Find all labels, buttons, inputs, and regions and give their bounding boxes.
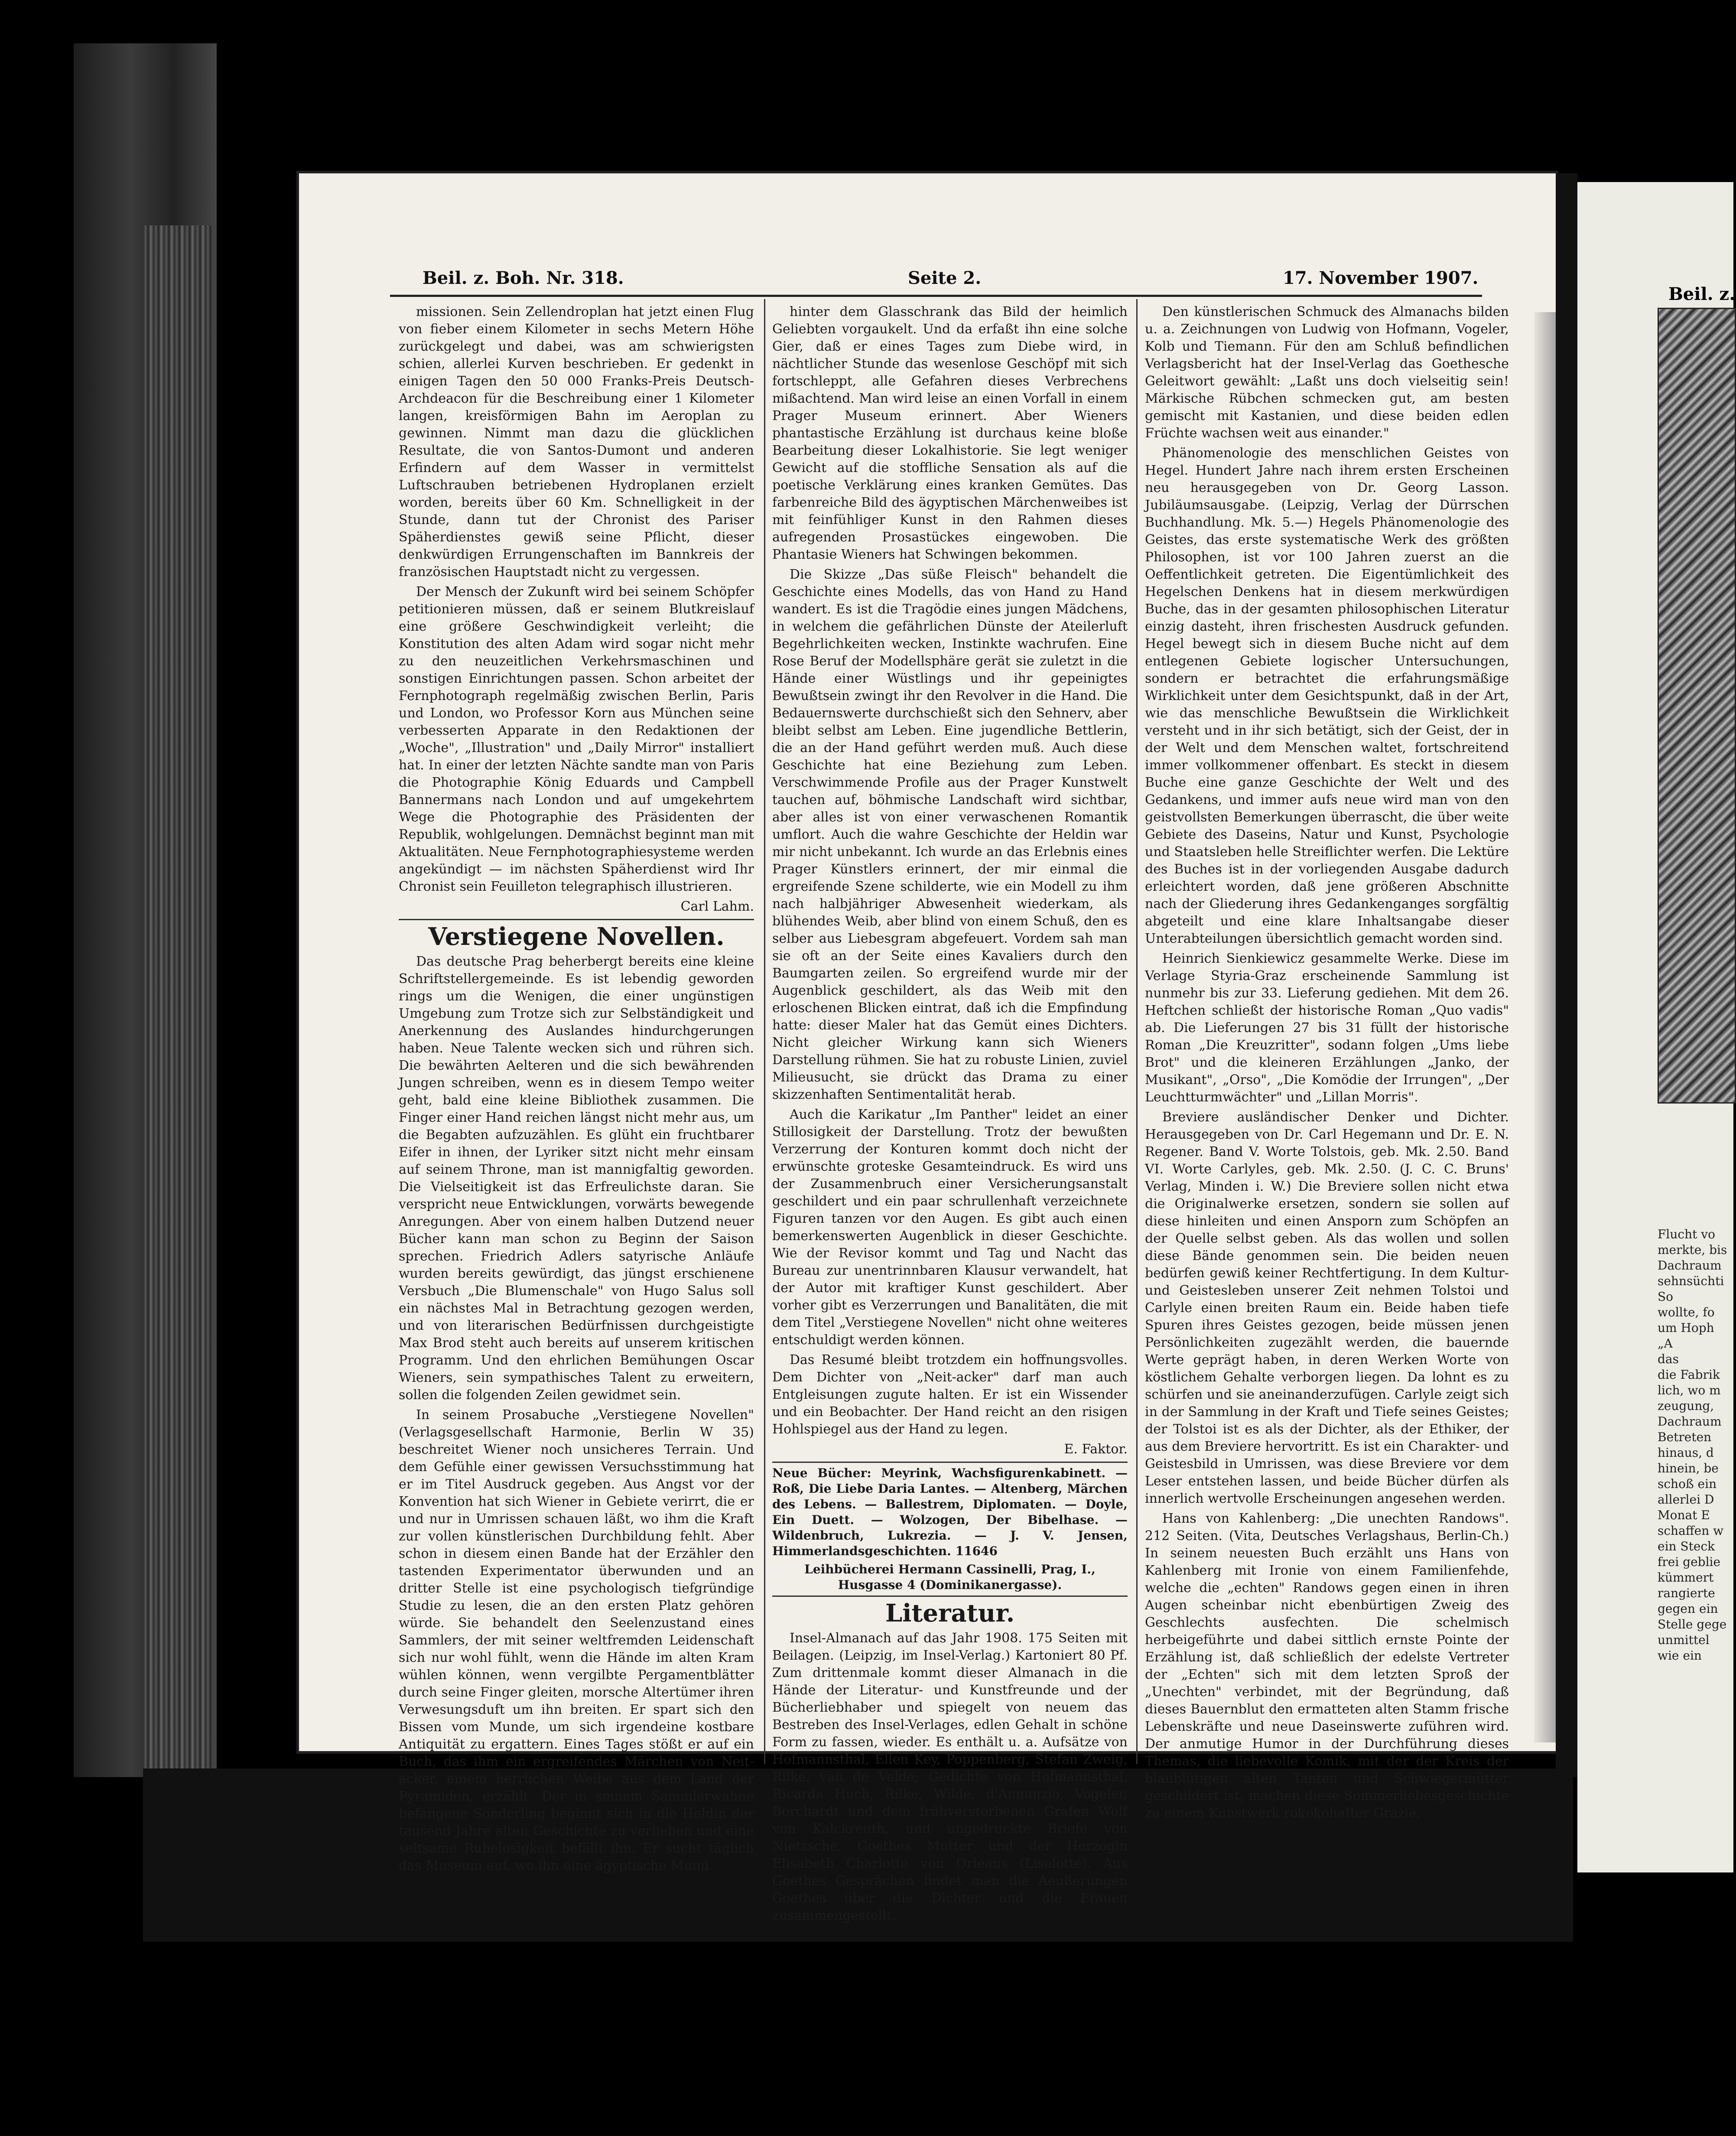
adjacent-line: die Fabrik bbox=[1658, 1368, 1720, 1382]
adjacent-line: lich, wo m bbox=[1658, 1383, 1721, 1397]
adjacent-line: allerlei D bbox=[1658, 1492, 1714, 1507]
header-issue: Beil. z. Boh. Nr. 318. bbox=[423, 268, 624, 288]
literature-title: Literatur. bbox=[885, 1599, 1015, 1628]
adjacent-page-text bbox=[1658, 1227, 1733, 1803]
adjacent-line: Betreten bbox=[1658, 1430, 1712, 1444]
ad-rule-top bbox=[772, 1462, 1128, 1463]
header-rule bbox=[390, 295, 1482, 297]
column-1 bbox=[399, 303, 754, 1873]
header-page-number: Seite 2. bbox=[908, 268, 982, 288]
adjacent-line: hinaus, d bbox=[1658, 1446, 1714, 1460]
adjacent-line: ein Steck bbox=[1658, 1539, 1715, 1553]
adjacent-line: Stelle gege bbox=[1658, 1617, 1727, 1631]
adjacent-line: gegen ein bbox=[1658, 1602, 1718, 1616]
paragraph: hinter dem Glasschrank das Bild der heimlich Geliebten vorgaukelt. Und da erfaßt ihn eine solche Gier, daß er eines Tages zum Diebe wird, in nächtlicher Stunde das wesenlose Geschöpf mit sich fortschleppt, alle Gefahren dieses Verbrechens mißachtend. Man wird leise an einen Vorfall in einem Prager Museum erinnert. Aber Wieners phantastische Erzählung ist durchaus keine bloße Bearbeitung dieser Lokalhistorie. Sie legt weniger Gewicht auf die stoffliche Sensation als auf die poetische Verklärung eines kranken Gemütes. Das farbenreiche Bild des ägyptischen Märchenweibes ist mit feinfühliger Kunst in den Rahmen dieses aufregenden Prosastückes eingewoben. Die Phantasie Wieners hat Schwingen bekommen. bbox=[772, 304, 1128, 562]
signature: Carl Lahm. bbox=[680, 899, 754, 914]
paragraph: Die Skizze „Das süße Fleisch" behandelt die Geschichte eines Modells, das von Hand zu Hand wandert. Es ist die Tragödie eines jungen Mädchens, in welchem die gefährlichen Dünste der Ateilerluft Begehrlichkeiten wecken, Instinkte wachrufen. Eine Rose Beruf der Modellsphäre gerät sie zuletzt in die Hände einer Wüstlings und ihr gepeinigtes Bewußtsein zwingt ihr den Revolver in die Hand. Die Bedauernswerte durchschießt sich den Sehnerv, aber bleibt selbst am Leben. Eine jugendliche Bettlerin, die an der Hand geführt werden muß. Auch diese Geschichte hat eine Beziehung zum Leben. Verschwimmende Profile aus der Prager Kunstwelt tauchen auf, böhmische Landschaft wird sichtbar, aber alles ist von einer verwaschenen Romantik umflort. Auch die wahre Geschichte der Heldin war mir nicht unbekannt. Ich wurde an das Erlebnis eines Prager Künstlers erinnert, der mir einmal die ergreifende Szene schilderte, wie ein Modell zu ihm nach halbjähriger Abwesenheit wiederkam, als blühendes Weib, aber blind von einem Schuß, den es selber aus Liebesgram abgefeuert. Vordem sah man sie oft an der Seite eines Kavaliers durch den Baumgarten zeilen. So ergreifend wurde mir der Augenblick geschildert, als das Weib mit den erloschenen Blicken eintrat, daß ich die Empfindung hatte: dieser Maler hat das Gemüt eines Dichters. Nicht gleicher Wirkung kann sich Wieners Darstellung rühmen. Sie hat zu robuste Linien, zuviel Milieusucht, sie drückt das Drama zu einer skizzenhaften Sentimentalität herab. bbox=[772, 567, 1128, 1102]
adjacent-line: Monat E bbox=[1658, 1508, 1710, 1522]
adjacent-line: „A bbox=[1658, 1336, 1673, 1351]
section-title: Verstiegene Novellen. bbox=[428, 922, 725, 951]
adjacent-line: wollte, fo bbox=[1658, 1305, 1715, 1319]
paragraph: Insel-Almanach auf das Jahr 1908. 175 Seiten mit Beilagen. (Leipzig, im Insel-Verlag.) Kartoniert 80 Pf. Zum drittenmale kommt dieser Almanach in die Hände der Literatur- und Kunstfreunde und der Bücherliebhaber und spiegelt von neuem das Bestreben des Insel-Verlages, edlen Gehalt in schöne Form zu fassen, wieder. Es enthält u. a. Aufsätze von Hofmannsthal, Ellen Key, Poppenberg, Stefan Zweig, Rilke, van de Velde; Gedichte von Hofmannsthal, Ricarda Huch, Rilke, Wilde, d'Annunzio, Vogeler, Borchardt und dem frühverstorbenen Grafen Wolf von Kalckreuth, und ungedruckte Briefe von Nietzsche, Goethes Mutter und der Herzogin Elisabeth Charlotte von Orleans (Liselotte). Aus Goethes Gesprächen findet man die Aeußerungen Goethes über die Dichter und die Frauen zusammengestellt. bbox=[772, 1631, 1128, 1923]
paragraph: Den künstlerischen Schmuck des Almanachs bilden u. a. Zeichnungen von Ludwig von Hofmann, Vogeler, Kolb und Tiemann. Für den am Schluß befindlichen Verlagsbericht hat der Insel-Verlag das Goethesche Geleitwort gewählt: „Laßt uns doch vielseitig sein! Märkische Rübchen schmecken gut, am besten gemischt mit Kastanien, und diese beiden edlen Früchte wachsen weit aus einander." bbox=[1145, 304, 1509, 441]
header-date: 17. November 1907. bbox=[1283, 268, 1479, 288]
adjacent-line: sehnsüchti bbox=[1658, 1274, 1724, 1288]
page-gap bbox=[1556, 173, 1577, 1777]
adjacent-line: wie ein bbox=[1658, 1648, 1702, 1663]
column-3 bbox=[1145, 303, 1509, 1821]
paragraph: Auch die Karikatur „Im Panther" leidet an einer Stillosigkeit der Darstellung. Trotz der bewußten Verzerrung der Konturen kommt doch nicht der erwünschte groteske Gesamteindruck. Es wird uns der Zusammenbruch einer Versicherungsanstalt geschildert und ein paar schrullenhaft verzeichnete Figuren tanzen vor den Augen. Es gibt auch einen bemerkenswerten Augenblick in dieser Geschichte. Wie der Revisor kommt und Tag und Nacht das Bureau zur unentrinnbaren Klausur verwandelt, hat der Autor mit kraftiger Kunst geschildert. Aber vorher gibt es Verzerrungen und Banalitäten, die mit dem Titel „Verstiegene Novellen" nicht ohne weiteres entschuldigt werden können. bbox=[772, 1107, 1128, 1348]
paragraph: Phänomenologie des menschlichen Geistes von Hegel. Hundert Jahre nach ihrem ersten Erscheinen neu herausgegeben von Dr. Georg Lasson. Jubiläumsausgabe. (Leipzig, Verlag der Dürrschen Buchhandlung. Mk. 5.—) Hegels Phänomenologie des Geistes, das erste systematische Werk des größten Philosophen, ist vor 100 Jahren zuerst an die Oeffentlichkeit getreten. Die Eigentümlichkeit des Hegelschen Denkens hat in diesem merkwürdigen Buche, das in der gesamten philosophischen Literatur einzig dasteht, ihren frischesten Ausdruck gefunden. Hegel bewegt sich in diesem Buche nicht auf dem entlegenen Gebiete logischer Untersuchungen, sondern er betrachtet die erfahrungsmäßige Wirklichkeit unter dem Gesichtspunkt, daß in der Art, wie das menschliche Bewußtsein die Wirklichkeit versteht und in ihr sich betätigt, sich der Geist, der in der Welt und dem Menschen waltet, fortschreitend immer vollkommener offenbart. Es steckt in diesem Buche eine ganze Geschichte der Welt und des Gedankens, und immer aufs neue wird man von den geistvollsten Bemerkungen überrascht, die über weite Gebiete des Daseins, Natur und Kunst, Psychologie und Staatsleben helle Streiflichter werfen. Die Lektüre des Buches ist in der vorliegenden Ausgabe dadurch erleichtert worden, daß jene größeren Abschnitte nach der Gliederung ihres Gedankenganges sorgfältig abgeteilt und eine klare Inhaltsangabe dieser Unterabteilungen übersichtlich gemacht worden sind. bbox=[1145, 446, 1509, 946]
paragraph: In seinem Prosabuche „Verstiegene Novellen" (Verlagsgesellschaft Harmonie, Berlin W 35) beschreitet Wiener noch unsicheres Terrain. Und dem Gefühle einer gewissen Versuchsstimmung hat er im Titel Ausdruck gegeben. Aus Angst vor der Konvention hat sich Wiener in Gebiete verirrt, die er und nur in Umrissen schauen läßt, wo ihm die Kraft zur vollen künstlerischen Durchbildung fehlt. Aber schon in diesem einen Bande hat der Erzähler den tastenden Experimentator überwunden und an dritter Stelle ist eine psychologisch tiefgründige Studie zu lesen, die an den ersten Platz gehören würde. Sie behandelt den Seelenzustand eines Sammlers, der mit seiner weltfremden Leidenschaft sich nur wohl fühlt, wenn die Hände im alten Kram wühlen können, wenn vergilbte Pergamentblätter durch seine Finger gleiten, morsche Altertümer ihren Verwesungsduft um ihn breiten. Er spart sich den Bissen vom Munde, um sich irgendeine kostbare Antiquität zu ergattern. Eines Tages stößt er auf ein Buch, das ihm ein ergreifendes Märchen von Neit-acker, einem herrlichen Weibe aus dem Land der Pyramiden, erzählt. Der in seinem Sammlerwahne befangene Sonderling beginnt sich in die Heldin der tausend Jahre alten Geschichte zu verlieben und eine seltsame Ruhelosigkeit befällt ihn. Er sucht täglich das Museum auf, wo ihn eine ägyptische Mumi bbox=[399, 1407, 754, 1873]
adjacent-line: um Hoph bbox=[1658, 1321, 1714, 1335]
column-rule-1 bbox=[764, 299, 765, 1764]
adjacent-page-illustration bbox=[1658, 308, 1736, 1104]
adjacent-line: Dachraum bbox=[1658, 1414, 1722, 1429]
column-2 bbox=[772, 303, 1128, 1923]
book-spine bbox=[143, 225, 212, 1768]
book-advertisement-footer: Leihbücherei Hermann Cassinelli, Prag, I., Husgasse 4 (Dominikanergasse). bbox=[804, 1562, 1096, 1592]
paragraph: missionen. Sein Zellendroplan hat jetzt einen Flug von fieber einem Kilometer in sechs Metern Höhe zurückgelegt und dabei, was am schwierigsten schien, allerlei Kurven beschrieben. Er gedenkt in einigen Tagen den 50 000 Franks-Preis Deutsch-Archdeacon für die Beschreibung einer 1 Kilometer langen, kreisförmigen Bahn im Aeroplan zu gewinnen. Nimmt man dazu die glücklichen Resultate, die von Santos-Dumont und anderen Erfindern auf dem Wasser in vermittelst Luftschrauben betriebenen Hydroplanen erzielt worden, bereits über 60 Km. Schnelligkeit in der Stunde, dann tut der Chronist des Pariser Späherdienstes gewiß seine Pflicht, dieser denkwürdigen Errungenschaften im Bannkreis der französischen Hauptstadt nicht zu vergessen. bbox=[399, 304, 754, 580]
adjacent-line: schoß ein bbox=[1658, 1477, 1717, 1491]
paragraph: Das deutsche Prag beherbergt bereits eine kleine Schriftstellergemeinde. Es ist lebendig geworden rings um die Wenigen, die einer ungünstigen Umgebung zum Trotze sich zur Selbständigkeit und Anerkennung des Auslandes hindurchgerungen haben. Neue Talente wecken sich und rühren sich. Die bewährten Aelteren und die sich bewährenden Jungen schreiben, wenn es in diesem Tempo weiter geht, bald eine kleine Bibliothek zusammen. Die Finger einer Hand reichen längst nicht mehr aus, um die Begabten aufzuzählen. Es glüht ein fruchtbarer Eifer in ihnen, der Lyriker sitzt nicht mehr einsam auf seinem Throne, man ist mannigfaltig geworden. Die Vielseitigkeit ist das Erfreulichste daran. Sie verspricht neue Entwicklungen, vorwärts bewegende Anregungen. Aber von einem halben Dutzend neuer Bücher kann man schon zu Beginn der Saison sprechen. Friedrich Adlers satyrische Anläufe wurden bereits gewürdigt, das jüngst erschienene Versbuch „Die Blumenschale" von Hugo Salus soll ein nächstes Mal in Betrachtung gezogen werden, und von literarischen Bedürfnissen durchgeistigte Max Brod steht auch bereits auf unserem kritischen Programm. Und den ehrlichen Bemühungen Oscar Wieners, sein sympathisches Talent zu erweitern, sollen die folgenden Zeilen gewidmet sein. bbox=[399, 954, 754, 1403]
adjacent-line: frei geblie bbox=[1658, 1555, 1721, 1569]
adjacent-page-header: Beil. z. bbox=[1668, 284, 1736, 304]
adjacent-line: merkte, bis bbox=[1658, 1243, 1727, 1257]
paragraph: Breviere ausländischer Denker und Dichter. Herausgegeben von Dr. Carl Hegemann und Dr. E. N. Regener. Band V. Worte Tolstois, geb. Mk. 2.50. Band VI. Worte Carlyles, geb. Mk. 2.50. (J. C. C. Bruns' Verlag, Minden i. W.) Die Breviere sollen nicht etwa die Originalwerke ersetzen, sondern sie sollen auf diese hinleiten und einen Ansporn zum Schöpfen an der Quelle selbst geben. Als das wollen und sollen diese Bände genommen sein. Die beiden neuen bedürfen gewiß keiner Rechtfertigung. In dem Kultur- und Geistesleben unserer Zeit nehmen Tolstoi und Carlyle einen breiten Raum ein. Beide haben tiefe Spuren ihres Geistes gezogen, beide müssen jenen Persönlichkeiten zugezählt werden, die bauernde Werte geprägt haben, in deren Werken Worte von köstlichem Gehalte verborgen liegen. Da lohnt es zu schürfen und sie aneinanderzufügen. Carlyle zeigt sich in der Sammlung in der Kraft und Tiefe seines Geistes; der Tolstoi ist es als der Dichter, als der Ethiker, der aus dem Breviere hervortritt. Es ist ein Charakter- und Geistesbild in Umrissen, was diese Breviere vor dem Leser entstehen lassen, und beide Bücher dürfen als innerlich wertvolle Erscheinungen angesehen werden. bbox=[1145, 1110, 1509, 1506]
adjacent-line: Flucht vo bbox=[1658, 1227, 1715, 1241]
adjacent-line: rangierte bbox=[1658, 1586, 1715, 1600]
adjacent-line: das bbox=[1658, 1352, 1679, 1366]
paragraph: Der Mensch der Zukunft wird bei seinem Schöpfer petitionieren müssen, daß er seinem Blutkreislauf eine größere Geschwindigkeit verleiht; die Konstitution des alten Adam wird sogar nicht mehr zu den neuzeitlichen Verkehrsmaschinen und sonstigen Einrichtungen passen. Schon arbeitet der Fernphotograph regelmäßig zwischen Berlin, Paris und London, wo Professor Korn aus München seine verbesserten Apparate in den Redaktionen der „Woche", „Illustration" und „Daily Mirror" installiert hat. In einer der letzten Nächte sandte man von Paris die Photographie König Eduards und Campbell Bannermans nach London und auf umgekehrtem Wege die Photographie des Präsidenten der Republik, wohlgelungen. Demnächst beginnt man mit Aktualitäten. Neue Fernphotographiesysteme werden angekündigt — im nächsten Späherdienst wird Ihr Chronist sein Feuilleton telegraphisch illustrieren. bbox=[399, 584, 754, 894]
signature: E. Faktor. bbox=[1064, 1442, 1128, 1457]
paragraph: Heinrich Sienkiewicz gesammelte Werke. Diese im Verlage Styria-Graz erscheinende Sammlung ist nunmehr bis zur 33. Lieferung gediehen. Mit dem 26. Heftchen schließt der historische Roman „Quo vadis" ab. Die Lieferungen 27 bis 31 füllt der historische Roman „Die Kreuzritter", sodann folgen „Ums liebe Brot" und die kleineren Erzählungen „Janko, der Musikant", „Orso", „Die Komödie der Irrungen", „Der Leuchtturmwächter" und „Lillan Morris". bbox=[1145, 951, 1509, 1105]
paragraph: Hans von Kahlenberg: „Die unechten Randows". 212 Seiten. (Vita, Deutsches Verlagshaus, Berlin-Ch.) In seinem neuesten Buch erzählt uns Hans von Kahlenberg mit Ironie von einem Familienfehde, welche die „echten" Randows gegen einen in ihren Augen scheinbar nicht ebenbürtigen Zweig des Geschlechts ausfechten. Die schelmisch herbeigeführte und dabei sittlich ernste Pointe der Erzählung ist, daß schließlich der edelste Vertreter der „Echten" sich mit dem letzten Sproß der „Unechten" verbindet, mit der Begründung, daß dieses Bauernblut den ermatteten alten Stamm frische Lebenskräfte und neue Daseinswerte zuführen wird. Der anmutige Humor in der Durchführung dieses Themas, die liebevolle Komik, mit der der Kreis der blaublütigen alten Tanten und Schwiegermütter geschildert ist, machen diese Sommerliebesgeschichte zu einem Kunstwerk rokokohafter Grazie. bbox=[1145, 1511, 1509, 1821]
adjacent-line: Dachraum bbox=[1658, 1258, 1722, 1273]
adjacent-line: unmittel bbox=[1658, 1633, 1710, 1647]
adjacent-line: kümmert bbox=[1658, 1570, 1714, 1585]
paragraph: Das Resumé bleibt trotzdem ein hoffnungsvolles. Dem Dichter von „Neit-acker" darf man auch Entgleisungen zugute halten. Er ist ein Wissender und ein Beobachter. Der Hand reicht an den risigen Hohlspiegel aus der Hand zu legen. bbox=[772, 1352, 1128, 1437]
book-advertisement: Neue Bücher: Meyrink, Wachsfigurenkabinett. — Roß, Die Liebe Daria Lantes. — Altenberg, Märchen des Lebens. — Ballestrem, Diplomaten. — Doyle, Ein Duett. — Wolzogen, Der Bibelhase. — Wildenbruch, Lukrezia. — J. V. Jensen, Himmerlandsgeschichten. 11646 bbox=[772, 1466, 1128, 1558]
adjacent-line: So bbox=[1658, 1289, 1674, 1304]
adjacent-line: zeugung, bbox=[1658, 1399, 1714, 1413]
adjacent-line: hinein, be bbox=[1658, 1461, 1719, 1475]
ad-rule-bottom bbox=[772, 1595, 1128, 1597]
column-rule-2 bbox=[1136, 299, 1138, 1764]
adjacent-line: schaffen w bbox=[1658, 1524, 1724, 1538]
section-rule bbox=[399, 919, 754, 920]
